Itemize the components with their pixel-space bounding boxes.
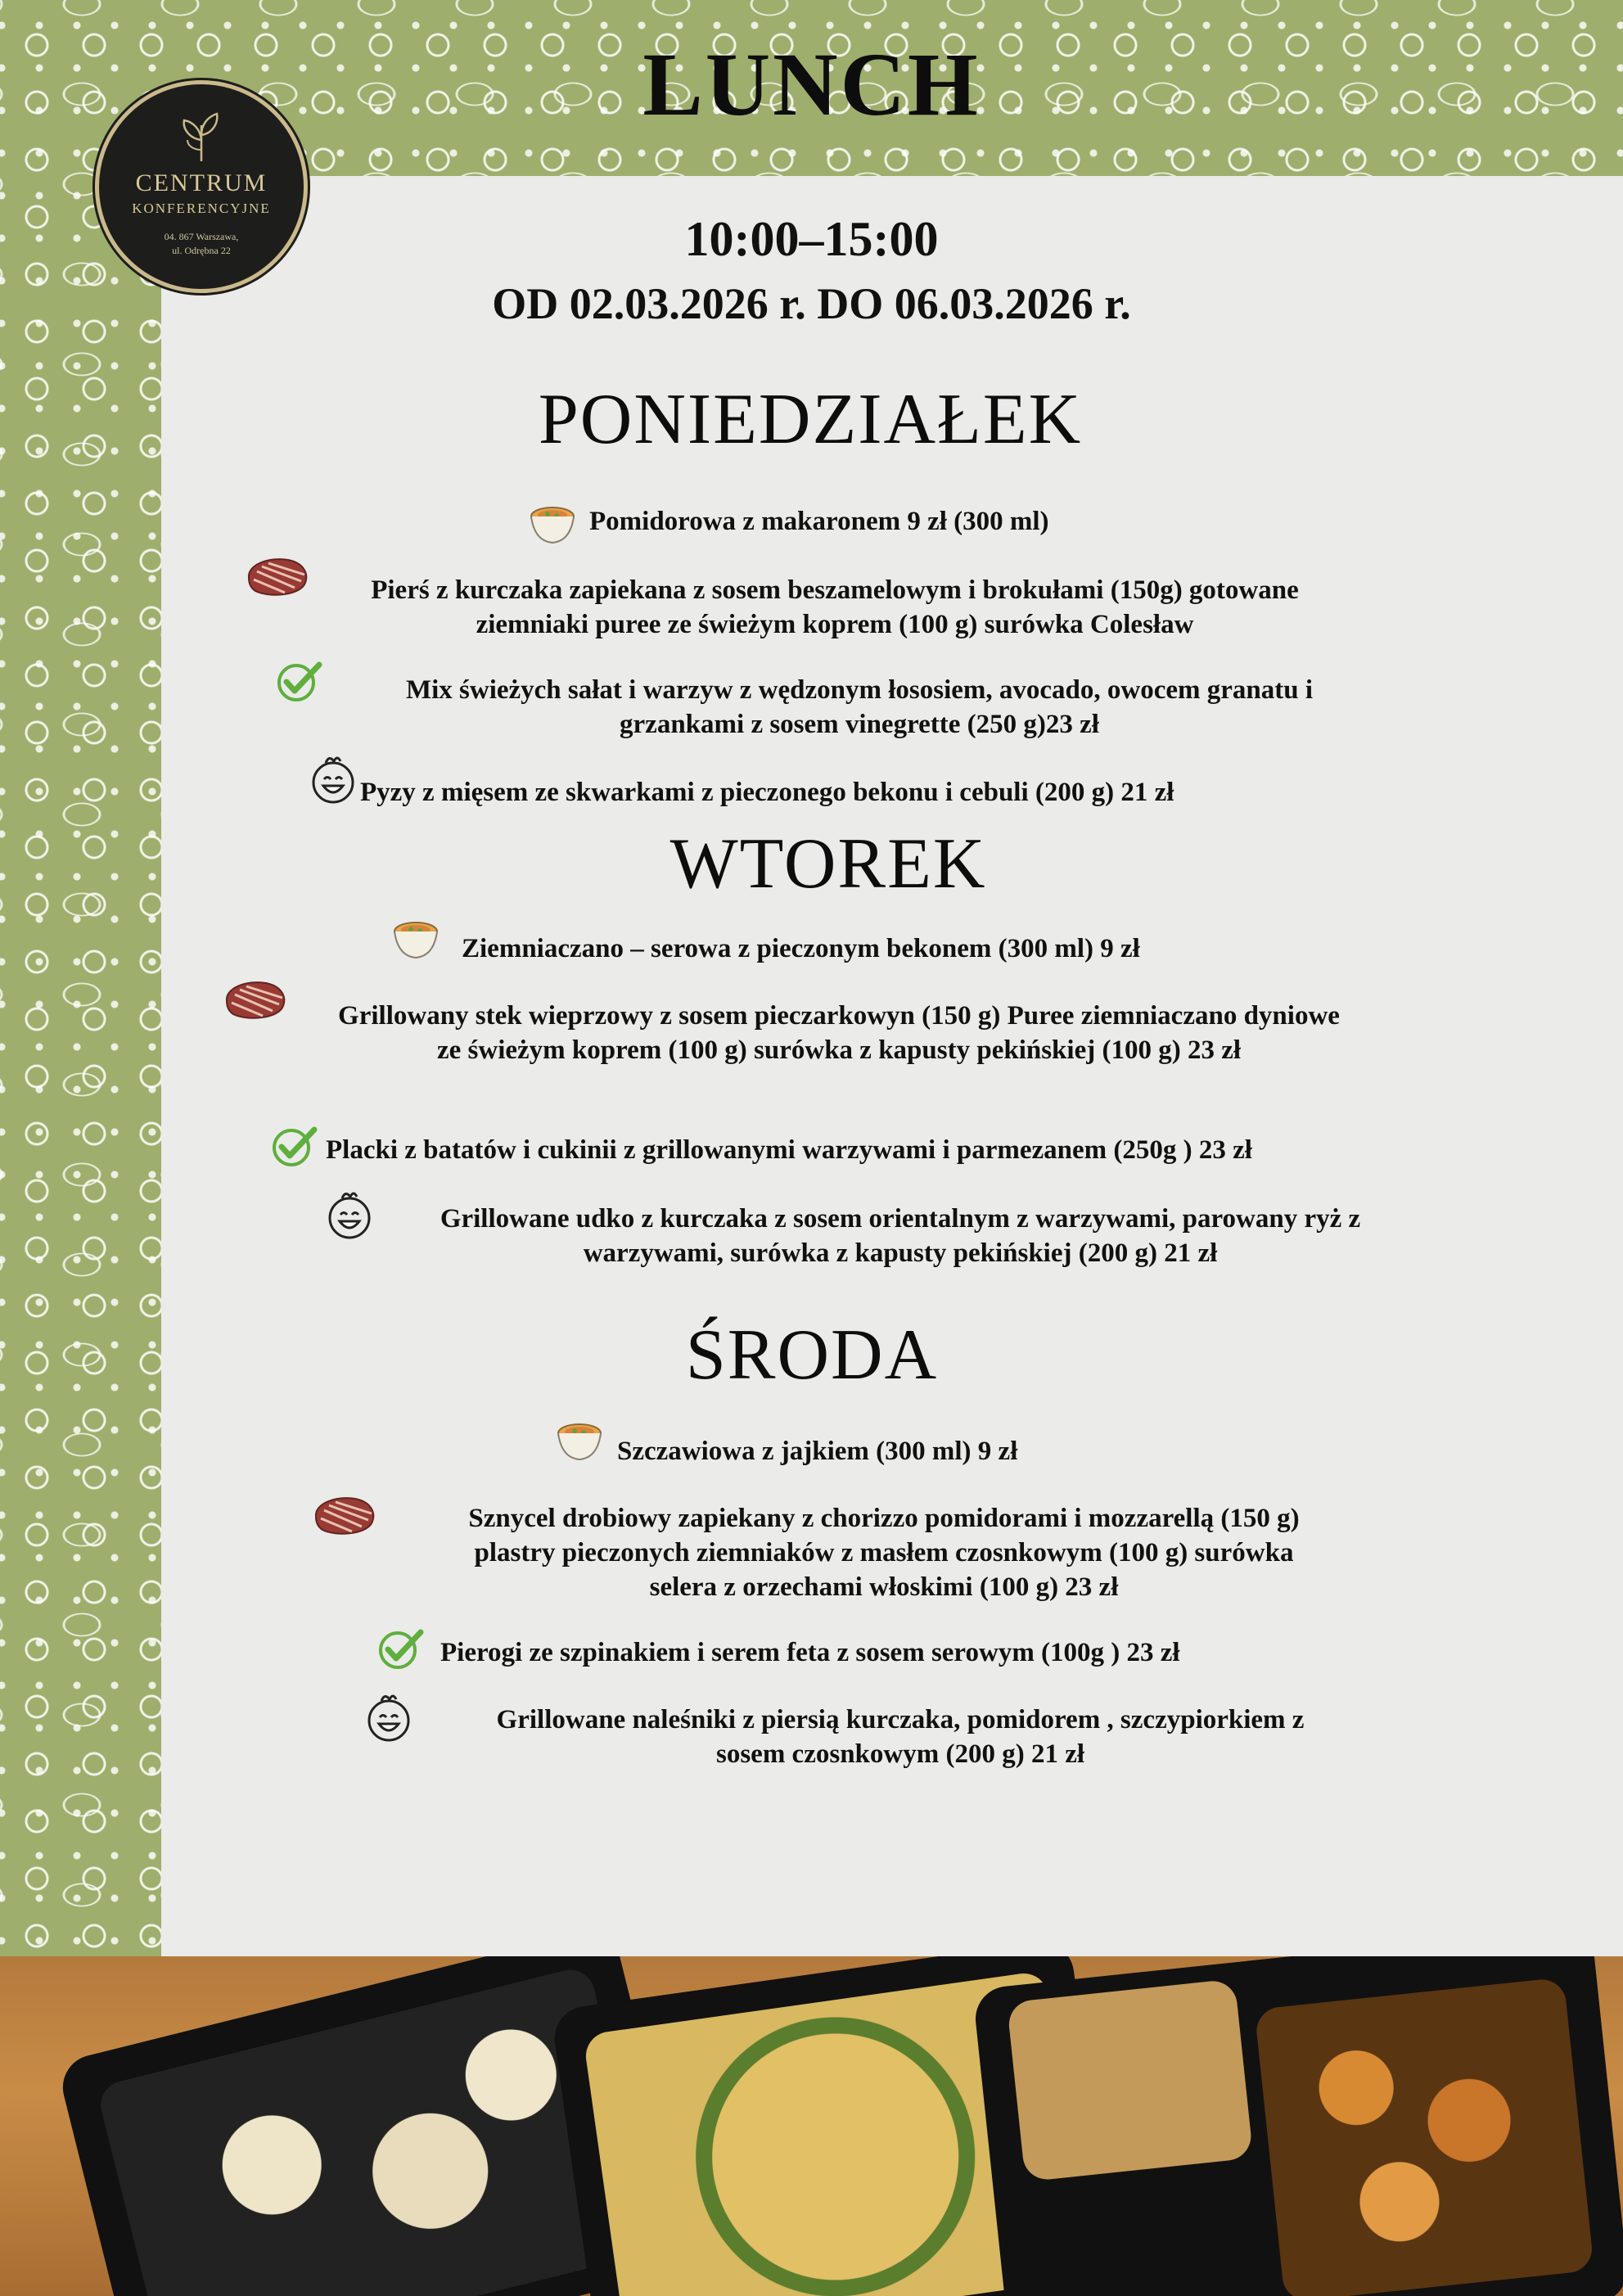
day-title-monday: PONIEDZIAŁEK — [538, 380, 1083, 459]
check-icon — [376, 1627, 424, 1670]
monday-soup-item: Pomidorowa z makaronem 9 zł (300 ml) — [589, 507, 1049, 536]
tuesday-kids-line2: warzywami, surówka z kapusty pekińskiej (200 g) 21 zł — [583, 1238, 1218, 1268]
monday-veg-line1: Mix świeżych sałat i warzyw z wędzonym łososiem, avocado, owocem granatu i — [405, 675, 1314, 705]
wednesday-main-line2: plastry pieczonych ziemniaków z masłem czosnkowym (100 g) surówka — [474, 1538, 1294, 1568]
leaf-sprig-icon — [173, 107, 230, 165]
check-icon — [270, 1125, 318, 1167]
logo-text-centrum: CENTRUM — [135, 169, 268, 196]
tuesday-main-line1: Grillowany stek wieprzowy z sosem pieczarkowyn (150 g) Puree ziemniaczano dyniowe — [338, 1001, 1340, 1031]
soup-bowl-icon — [555, 1419, 604, 1463]
kid-face-icon — [324, 1189, 375, 1241]
monday-main-item — [270, 573, 1400, 642]
wednesday-main-line1: Sznycel drobiowy zapiekany z chorizzo pomidorami i mozzarellą (150 g) — [468, 1504, 1300, 1533]
wednesday-main-item — [360, 1501, 1408, 1604]
logo-address-line1: 04. 867 Warszawa, — [164, 231, 239, 242]
soup-bowl-icon — [528, 502, 577, 546]
day-title-tuesday: WTOREK — [669, 824, 987, 904]
wednesday-main-line3: selera z orzechami włoskimi (100 g) 23 zł — [649, 1572, 1119, 1602]
food-photo — [0, 1956, 1623, 2296]
tuesday-veg-item: Placki z batatów i cukinii z grillowanymi warzywami i parmezanem (250g ) 23 zł — [326, 1135, 1252, 1165]
tuesday-main-line2: ze świeżym koprem (100 g) surówka z kapusty pekińskiej (100 g) 23 zł — [436, 1035, 1242, 1065]
monday-kids-item: Pyzy z mięsem ze skwarkami z pieczonego bekonu i cebuli (200 g) 21 zł — [360, 778, 1174, 807]
tuesday-main-item — [270, 999, 1408, 1067]
page-title: LUNCH — [642, 34, 981, 134]
logo-address-line2: ul. Odrębna 22 — [172, 245, 231, 256]
wednesday-kids-line2: sosem czosnkowym (200 g) 21 zł — [715, 1739, 1085, 1769]
day-title-wednesday: ŚRODA — [685, 1315, 939, 1395]
logo-text-konferencyjne: KONFERENCYJNE — [132, 201, 271, 216]
monday-veg-line2: grzankami z sosem vinegrette (250 g)23 zł — [620, 710, 1099, 739]
tuesday-kids-item — [368, 1202, 1432, 1270]
wednesday-veg-item: Pierogi ze szpinakiem i serem feta z sosem serowym (100g ) 23 zł — [440, 1638, 1180, 1667]
date-range: OD 02.03.2026 r. DO 06.03.2026 r. — [492, 279, 1131, 328]
kid-face-icon — [308, 753, 358, 805]
wednesday-soup-item: Szczawiowa z jajkiem (300 ml) 9 zł — [617, 1437, 1018, 1466]
tuesday-kids-line1: Grillowane udko z kurczaka z sosem orientalnym z warzywami, parowany ryż z — [440, 1204, 1361, 1234]
tray-potatoes — [972, 1956, 1623, 2296]
wednesday-kids-line1: Grillowane naleśniki z piersią kurczaka, pomidorem , szczypiorkiem z — [496, 1705, 1305, 1734]
monday-veg-item — [295, 673, 1424, 742]
tuesday-soup-item: Ziemniaczano – serowa z pieczonym bekonem (300 ml) 9 zł — [462, 934, 1140, 963]
kid-face-icon — [363, 1691, 414, 1743]
monday-main-line2: ziemniaki puree ze świeżym koprem (100 g) surówka Colesław — [476, 610, 1194, 639]
soup-bowl-icon — [391, 917, 440, 961]
monday-main-line1: Pierś z kurczaka zapiekana z sosem beszamelowym i brokułami (150g) gotowane — [371, 575, 1299, 605]
wednesday-kids-item — [409, 1703, 1391, 1771]
serving-hours: 10:00–15:00 — [684, 212, 939, 266]
